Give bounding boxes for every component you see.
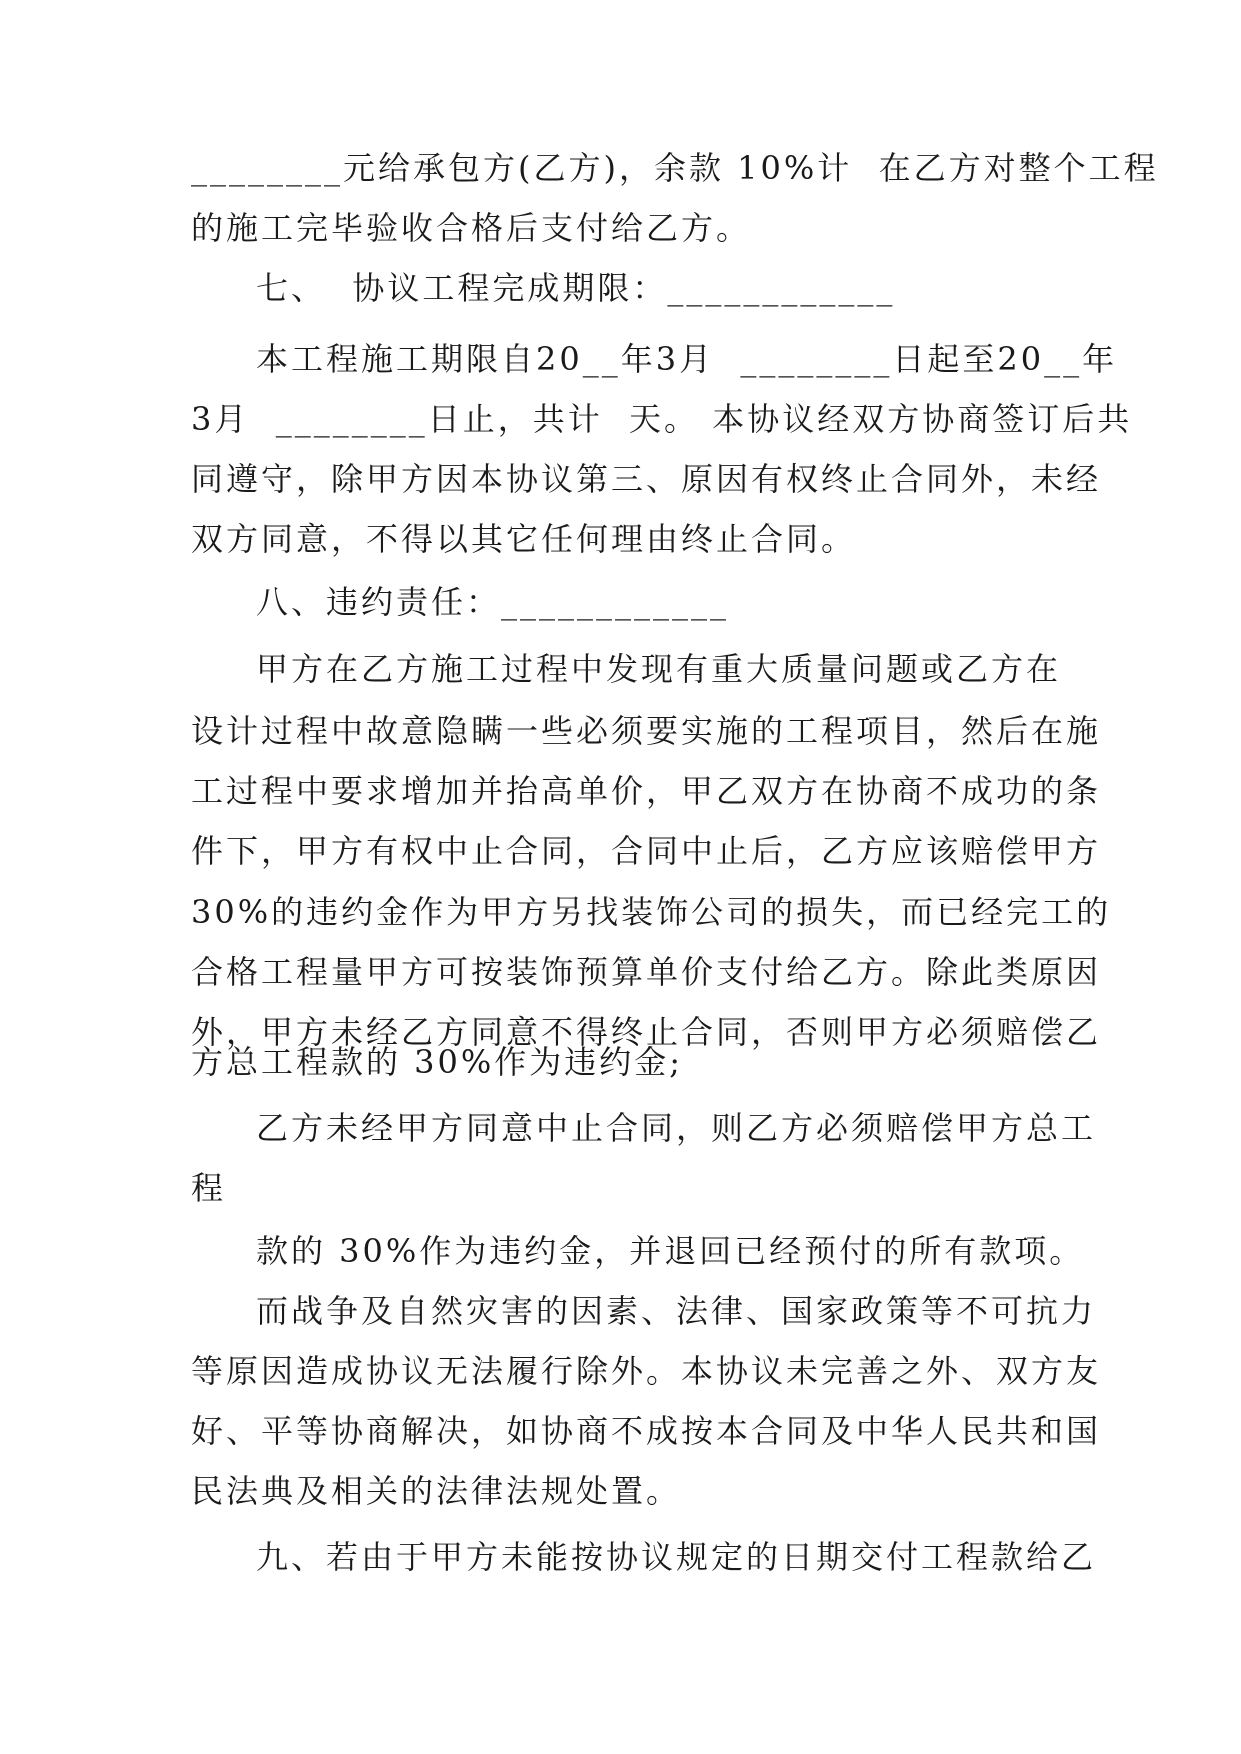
text-line: 程	[191, 1169, 227, 1207]
text-line: 工过程中要求增加并抬高单价，甲乙双方在协商不成功的条	[191, 772, 1102, 810]
section-heading: 八、违约责任：____________	[256, 583, 730, 621]
text-line: 而战争及自然灾害的因素、法律、国家政策等不可抗力	[256, 1292, 1097, 1330]
text-line: 同遵守，除甲方因本协议第三、原因有权终止合同外，未经	[191, 460, 1102, 498]
text-line: ________元给承包方(乙方)，余款 10%计 在乙方对整个工程	[191, 149, 1159, 187]
text-line: 双方同意，不得以其它任何理由终止合同。	[191, 520, 857, 558]
text-line: 合格工程量甲方可按装饰预算单价支付给乙方。除此类原因	[191, 953, 1102, 991]
text-line: 甲方在乙方施工过程中发现有重大质量问题或乙方在	[256, 650, 1062, 688]
text-line: 款的 30%作为违约金，并退回已经预付的所有款项。	[256, 1232, 1085, 1270]
text-line: 民法典及相关的法律法规处置。	[191, 1472, 682, 1510]
text-line: 等原因造成协议无法履行除外。本协议未完善之外、双方友	[191, 1352, 1102, 1390]
text-line: 的施工完毕验收合格后支付给乙方。	[191, 209, 752, 247]
section-heading: 九、若由于甲方未能按协议规定的日期交付工程款给乙	[256, 1538, 1097, 1576]
text-line: 本工程施工期限自20__年3月 ________日起至20__年	[256, 340, 1118, 378]
text-line: 件下，甲方有权中止合同，合同中止后，乙方应该赔偿甲方	[191, 832, 1102, 870]
text-line: 设计过程中故意隐瞒一些必须要实施的工程项目，然后在施	[191, 712, 1102, 750]
text-line: 30%的违约金作为甲方另找装饰公司的损失，而已经完工的	[191, 893, 1112, 931]
text-line: 3月 ________日止，共计 天。 本协议经双方协商签订后共	[191, 400, 1133, 438]
text-line: 方总工程款的 30%作为违约金;	[191, 1043, 684, 1081]
text-line: 乙方未经甲方同意中止合同，则乙方必须赔偿甲方总工	[256, 1109, 1097, 1147]
text-line: 好、平等协商解决，如协商不成按本合同及中华人民共和国	[191, 1412, 1102, 1450]
section-heading: 七、 协议工程完成期限：____________	[256, 269, 896, 307]
text-line: 外，甲方未经乙方同意不得终止合同，否则甲方必须赔偿乙	[191, 1013, 1102, 1051]
